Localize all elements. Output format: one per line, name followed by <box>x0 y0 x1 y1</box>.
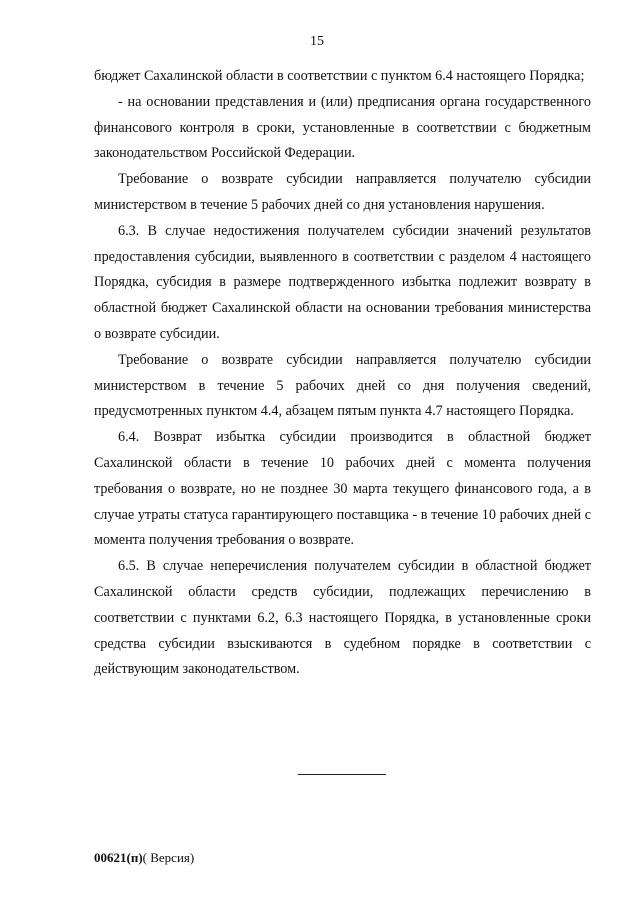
end-separator-line <box>298 774 386 775</box>
paragraph-refund-request: Требование о возврате субсидии направляется получателю субсидии министерством в течение 5 рабочих дней со дня установления нарушения. <box>94 171 591 213</box>
document-code <box>94 850 194 866</box>
paragraph-continuation: бюджет Сахалинской области в соответствии с пунктом 6.4 настоящего Порядка; <box>94 68 585 84</box>
paragraph-6-4: 6.4. Возврат избытка субсидии производится в областной бюджет Сахалинской области в течение 10 рабочих дней с момента получения требования о возврате, но не позднее 30 марта текущего финансового года, а в случае утраты статуса гарантирующего поставщика - в течение 10 рабочих дней с момента получения требования о возврате. <box>94 429 591 549</box>
paragraph-control-body: - на основании представления и (или) предписания органа государственного финансового контроля в сроки, установленные в соответствии с бюджетным законодательством Российской Федерации. <box>94 93 591 162</box>
paragraph-refund-request-2: Требование о возврате субсидии направляется получателю субсидии министерством в течение 5 рабочих дней со дня получения сведений, предусмотренных пунктом 4.4, абзацем пятым пункта 4.7 настоящего Порядка. <box>94 351 591 420</box>
document-body <box>94 64 591 683</box>
paragraph-6-5: 6.5. В случае неперечисления получателем субсидии в областной бюджет Сахалинской области средств субсидии, подлежащих перечислению в соответствии с пунктами 6.2, 6.3 настоящего Порядка, в установленные сроки средства субсидии взыскиваются в судебном порядке в соответствии с действующим законодательством. <box>94 558 591 678</box>
document-code-number: 00621(п) <box>94 850 143 865</box>
document-code-version: ( Версия) <box>142 850 195 865</box>
page-number: 15 <box>310 34 324 49</box>
paragraph-6-3: 6.3. В случае недостижения получателем субсидии значений результатов предоставления субсидии, выявленного в соответствии с разделом 4 настоящего Порядка, субсидия в размере подтвержденного избытка подлежит возврату в областной бюджет Сахалинской области на основании требования министерства о возврате субсидии. <box>94 222 591 342</box>
